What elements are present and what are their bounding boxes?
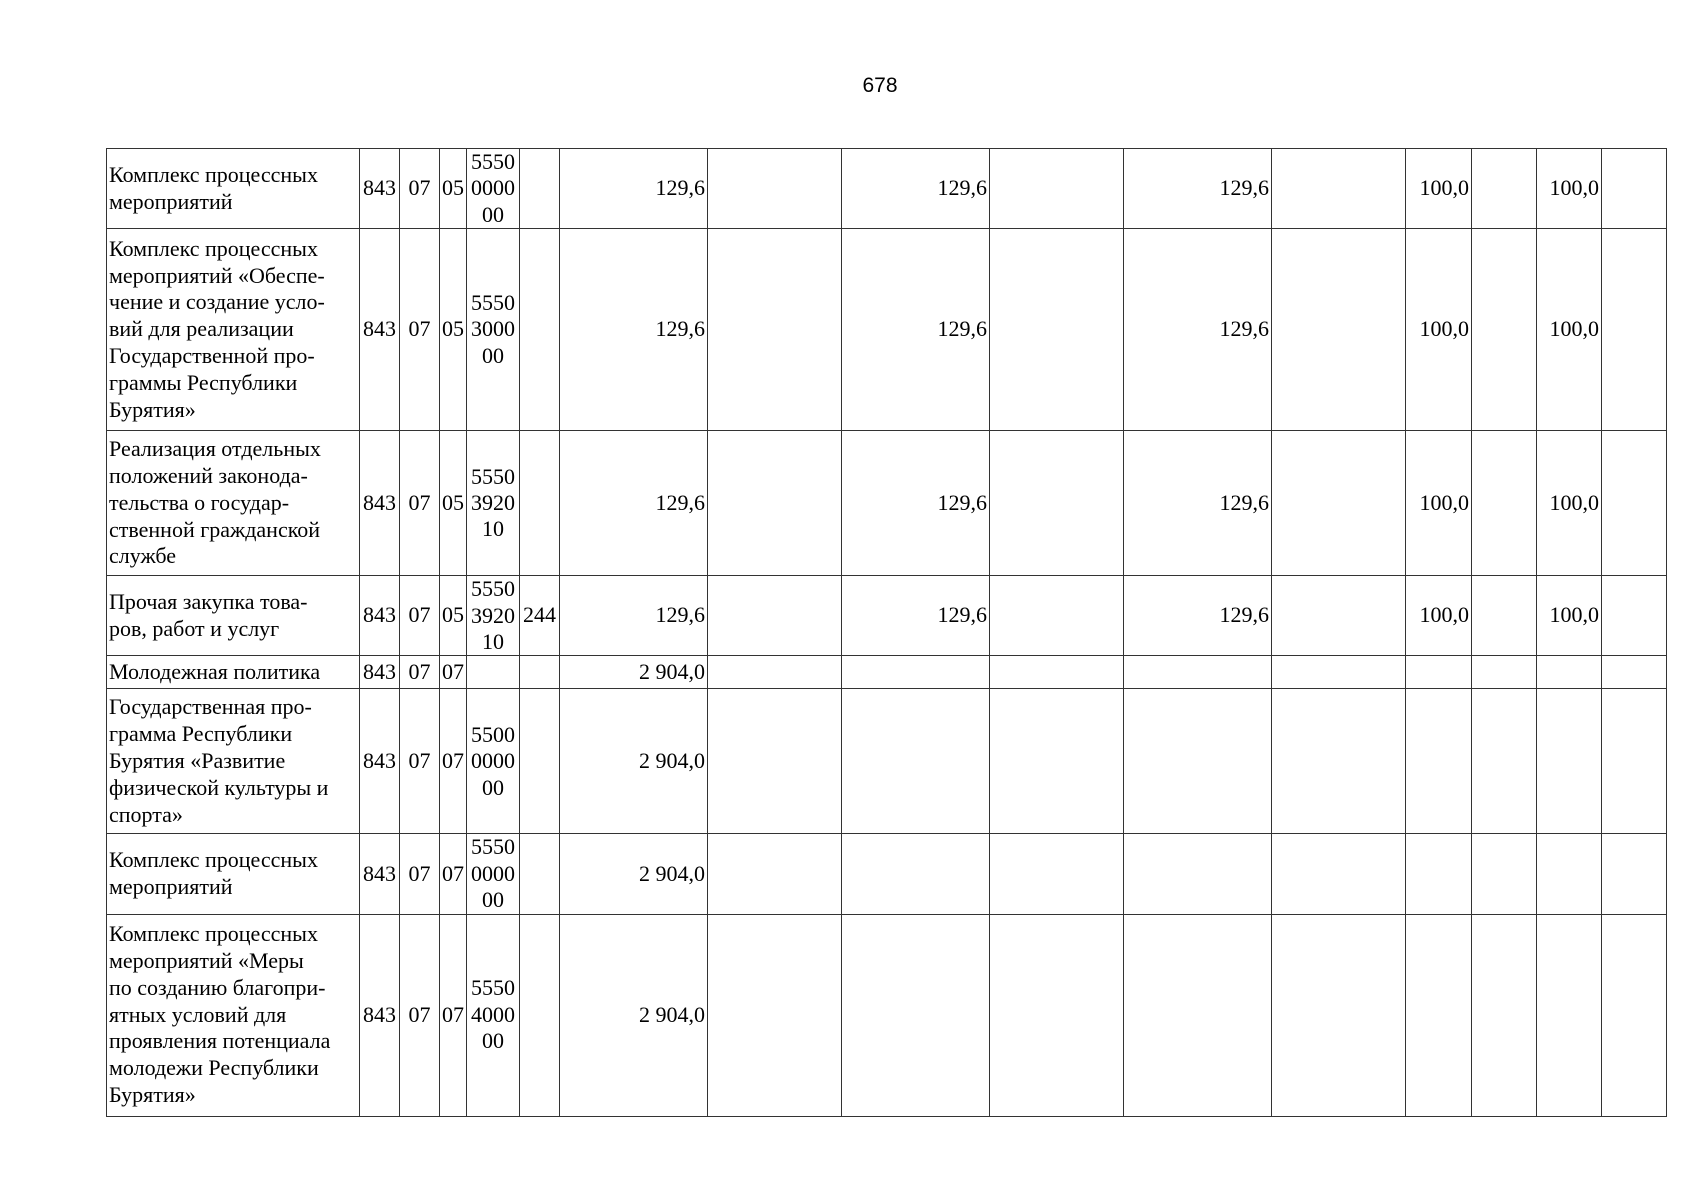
item-name-line: чение и создание усло- (109, 289, 325, 315)
amount-cell-4 (990, 149, 1124, 229)
item-name-line: проявления потенциала (109, 1028, 331, 1054)
percent-cell-3: 100,0 (1537, 149, 1602, 229)
amount-cell-6 (1272, 689, 1406, 834)
percent-cell-3: 100,0 (1537, 576, 1602, 656)
table-row (107, 576, 1667, 656)
item-name-cell (107, 229, 360, 431)
expense-type-cell (520, 914, 560, 1116)
amount-cell-3 (842, 689, 990, 834)
percent-cell-3 (1537, 834, 1602, 914)
target-article-cell (467, 229, 520, 431)
grbs-code-cell: 843 (360, 576, 400, 656)
amount-cell-1: 2 904,0 (560, 834, 708, 914)
percent-cell-2 (1472, 834, 1537, 914)
target-article-cell (467, 431, 520, 576)
amount-cell-2 (708, 689, 842, 834)
amount-cell-1: 2 904,0 (560, 689, 708, 834)
amount-cell-3 (842, 656, 990, 689)
subsection-code-cell: 07 (440, 689, 467, 834)
amount-cell-6 (1272, 576, 1406, 656)
item-name-line: Комплекс процессных (109, 921, 318, 947)
item-name-line: Комплекс процессных (109, 161, 318, 187)
item-name-line: граммы Республики (109, 369, 298, 395)
amount-cell-4 (990, 834, 1124, 914)
item-name-line: мероприятий «Обеспе- (109, 262, 325, 288)
amount-cell-5: 129,6 (1124, 576, 1272, 656)
percent-cell-2 (1472, 914, 1537, 1116)
item-name-line: Комплекс процессных (109, 847, 318, 873)
amount-cell-2 (708, 149, 842, 229)
target-article-part: 5550 (471, 149, 515, 174)
amount-cell-5: 129,6 (1124, 229, 1272, 431)
table-row (107, 689, 1667, 834)
subsection-code-cell: 05 (440, 229, 467, 431)
item-name-line: молодежи Республики (109, 1055, 319, 1081)
expense-type-cell (520, 656, 560, 689)
item-name-line: ственной гражданской (109, 516, 321, 542)
grbs-code-cell: 843 (360, 689, 400, 834)
item-name-cell (107, 656, 360, 689)
target-article-part: 5550 (471, 834, 515, 860)
target-article-part: 00 (482, 342, 504, 368)
item-name-line: Прочая закупка това- (109, 588, 308, 614)
item-name-line: мероприятий (109, 873, 233, 899)
percent-cell-1: 100,0 (1406, 229, 1472, 431)
section-code-cell: 07 (400, 689, 440, 834)
expense-type-cell (520, 834, 560, 914)
amount-cell-3 (842, 914, 990, 1116)
percent-cell-1 (1406, 834, 1472, 914)
item-name-line: Молодежная политика (109, 658, 321, 684)
item-name-line: грамма Республики (109, 721, 293, 747)
percent-cell-2 (1472, 229, 1537, 431)
expense-type-cell (520, 689, 560, 834)
subsection-code-cell: 05 (440, 149, 467, 229)
amount-cell-2 (708, 656, 842, 689)
target-article-cell (467, 656, 520, 689)
section-code-cell: 07 (400, 576, 440, 656)
target-article-part: 00 (482, 774, 504, 800)
item-name-line: физической культуры и (109, 774, 329, 800)
amount-cell-2 (708, 834, 842, 914)
amount-cell-6 (1272, 914, 1406, 1116)
percent-cell-3 (1537, 656, 1602, 689)
grbs-code-cell: 843 (360, 656, 400, 689)
item-name-cell (107, 149, 360, 229)
amount-cell-2 (708, 576, 842, 656)
amount-cell-1: 2 904,0 (560, 656, 708, 689)
expense-type-cell (520, 149, 560, 229)
target-article-cell (467, 914, 520, 1116)
amount-cell-5 (1124, 834, 1272, 914)
amount-cell-1: 129,6 (560, 431, 708, 576)
target-article-part: 3920 (471, 602, 515, 628)
item-name-line: по созданию благопри- (109, 974, 326, 1000)
percent-cell-4 (1602, 431, 1667, 576)
item-name-line: спорта» (109, 801, 183, 827)
target-article-cell (467, 576, 520, 656)
target-article-part: 10 (482, 628, 504, 654)
percent-cell-4 (1602, 834, 1667, 914)
percent-cell-2 (1472, 656, 1537, 689)
item-name-line: тельства о государ- (109, 489, 290, 515)
target-article-part: 5550 (471, 290, 515, 316)
grbs-code-cell: 843 (360, 431, 400, 576)
target-article-part: 0000 (471, 175, 515, 201)
item-name-line: Бурятия» (109, 1082, 196, 1108)
amount-cell-4 (990, 576, 1124, 656)
item-name-line: положений законода- (109, 462, 308, 488)
item-name-line: мероприятий «Меры (109, 947, 304, 973)
item-name-line: Реализация отдельных (109, 436, 321, 462)
target-article-part: 00 (482, 1028, 504, 1054)
amount-cell-3: 129,6 (842, 229, 990, 431)
amount-cell-3: 129,6 (842, 576, 990, 656)
amount-cell-4 (990, 229, 1124, 431)
table-row (107, 431, 1667, 576)
target-article-part: 00 (482, 201, 504, 227)
section-code-cell: 07 (400, 914, 440, 1116)
amount-cell-4 (990, 914, 1124, 1116)
amount-cell-5 (1124, 656, 1272, 689)
page-number: 678 (862, 74, 898, 97)
percent-cell-1 (1406, 656, 1472, 689)
item-name-cell (107, 431, 360, 576)
amount-cell-2 (708, 431, 842, 576)
subsection-code-cell: 07 (440, 834, 467, 914)
percent-cell-2 (1472, 149, 1537, 229)
item-name-cell (107, 689, 360, 834)
amount-cell-6 (1272, 431, 1406, 576)
expense-type-cell (520, 431, 560, 576)
target-article-part: 0000 (471, 860, 515, 886)
amount-cell-4 (990, 656, 1124, 689)
amount-cell-1: 129,6 (560, 149, 708, 229)
item-name-line: вий для реализации (109, 316, 294, 342)
subsection-code-cell: 07 (440, 914, 467, 1116)
amount-cell-3: 129,6 (842, 431, 990, 576)
amount-cell-4 (990, 689, 1124, 834)
target-article-part: 3920 (471, 489, 515, 515)
table-row (107, 834, 1667, 914)
amount-cell-3: 129,6 (842, 149, 990, 229)
amount-cell-1: 129,6 (560, 576, 708, 656)
item-name-line: Государственной про- (109, 343, 315, 369)
section-code-cell: 07 (400, 431, 440, 576)
percent-cell-1: 100,0 (1406, 431, 1472, 576)
percent-cell-3: 100,0 (1537, 431, 1602, 576)
item-name-line: Бурятия» (109, 396, 196, 422)
item-name-line: мероприятий (109, 188, 233, 214)
section-code-cell: 07 (400, 149, 440, 229)
item-name-line: службе (109, 543, 177, 569)
percent-cell-4 (1602, 689, 1667, 834)
target-article-part: 5550 (471, 576, 515, 602)
amount-cell-5: 129,6 (1124, 149, 1272, 229)
table-row (107, 149, 1667, 229)
item-name-cell (107, 576, 360, 656)
percent-cell-4 (1602, 914, 1667, 1116)
target-article-part: 4000 (471, 1001, 515, 1027)
amount-cell-6 (1272, 229, 1406, 431)
amount-cell-2 (708, 229, 842, 431)
percent-cell-4 (1602, 656, 1667, 689)
percent-cell-1: 100,0 (1406, 149, 1472, 229)
amount-cell-6 (1272, 656, 1406, 689)
section-code-cell: 07 (400, 229, 440, 431)
expense-type-cell: 244 (520, 576, 560, 656)
amount-cell-3 (842, 834, 990, 914)
percent-cell-3 (1537, 914, 1602, 1116)
percent-cell-2 (1472, 689, 1537, 834)
subsection-code-cell: 07 (440, 656, 467, 689)
table-row (107, 229, 1667, 431)
grbs-code-cell: 843 (360, 149, 400, 229)
percent-cell-2 (1472, 431, 1537, 576)
item-name-line: Государственная про- (109, 694, 312, 720)
percent-cell-1: 100,0 (1406, 576, 1472, 656)
subsection-code-cell: 05 (440, 431, 467, 576)
amount-cell-6 (1272, 834, 1406, 914)
budget-table-body (107, 149, 1667, 1117)
target-article-part: 10 (482, 516, 504, 542)
target-article-cell (467, 149, 520, 229)
amount-cell-1: 129,6 (560, 229, 708, 431)
percent-cell-3: 100,0 (1537, 229, 1602, 431)
target-article-cell (467, 834, 520, 914)
budget-table (106, 148, 1667, 1117)
amount-cell-5 (1124, 914, 1272, 1116)
amount-cell-1: 2 904,0 (560, 914, 708, 1116)
item-name-cell (107, 914, 360, 1116)
amount-cell-6 (1272, 149, 1406, 229)
grbs-code-cell: 843 (360, 229, 400, 431)
target-article-part: 00 (482, 887, 504, 913)
target-article-part: 0000 (471, 748, 515, 774)
percent-cell-4 (1602, 576, 1667, 656)
percent-cell-4 (1602, 149, 1667, 229)
amount-cell-5 (1124, 689, 1272, 834)
percent-cell-2 (1472, 576, 1537, 656)
target-article-part: 5550 (471, 463, 515, 489)
amount-cell-5: 129,6 (1124, 431, 1272, 576)
target-article-cell (467, 689, 520, 834)
subsection-code-cell: 05 (440, 576, 467, 656)
percent-cell-4 (1602, 229, 1667, 431)
section-code-cell: 07 (400, 834, 440, 914)
item-name-line: ров, работ и услуг (109, 615, 280, 641)
percent-cell-1 (1406, 914, 1472, 1116)
target-article-part: 5500 (471, 721, 515, 747)
item-name-line: Бурятия «Развитие (109, 747, 286, 773)
section-code-cell: 07 (400, 656, 440, 689)
item-name-line: Комплекс процессных (109, 235, 318, 261)
table-row (107, 914, 1667, 1116)
expense-type-cell (520, 229, 560, 431)
grbs-code-cell: 843 (360, 834, 400, 914)
percent-cell-1 (1406, 689, 1472, 834)
percent-cell-3 (1537, 689, 1602, 834)
target-article-part: 5550 (471, 975, 515, 1001)
amount-cell-2 (708, 914, 842, 1116)
table-row (107, 656, 1667, 689)
grbs-code-cell: 843 (360, 914, 400, 1116)
amount-cell-4 (990, 431, 1124, 576)
target-article-part: 3000 (471, 316, 515, 342)
item-name-cell (107, 834, 360, 914)
item-name-line: ятных условий для (109, 1001, 287, 1027)
